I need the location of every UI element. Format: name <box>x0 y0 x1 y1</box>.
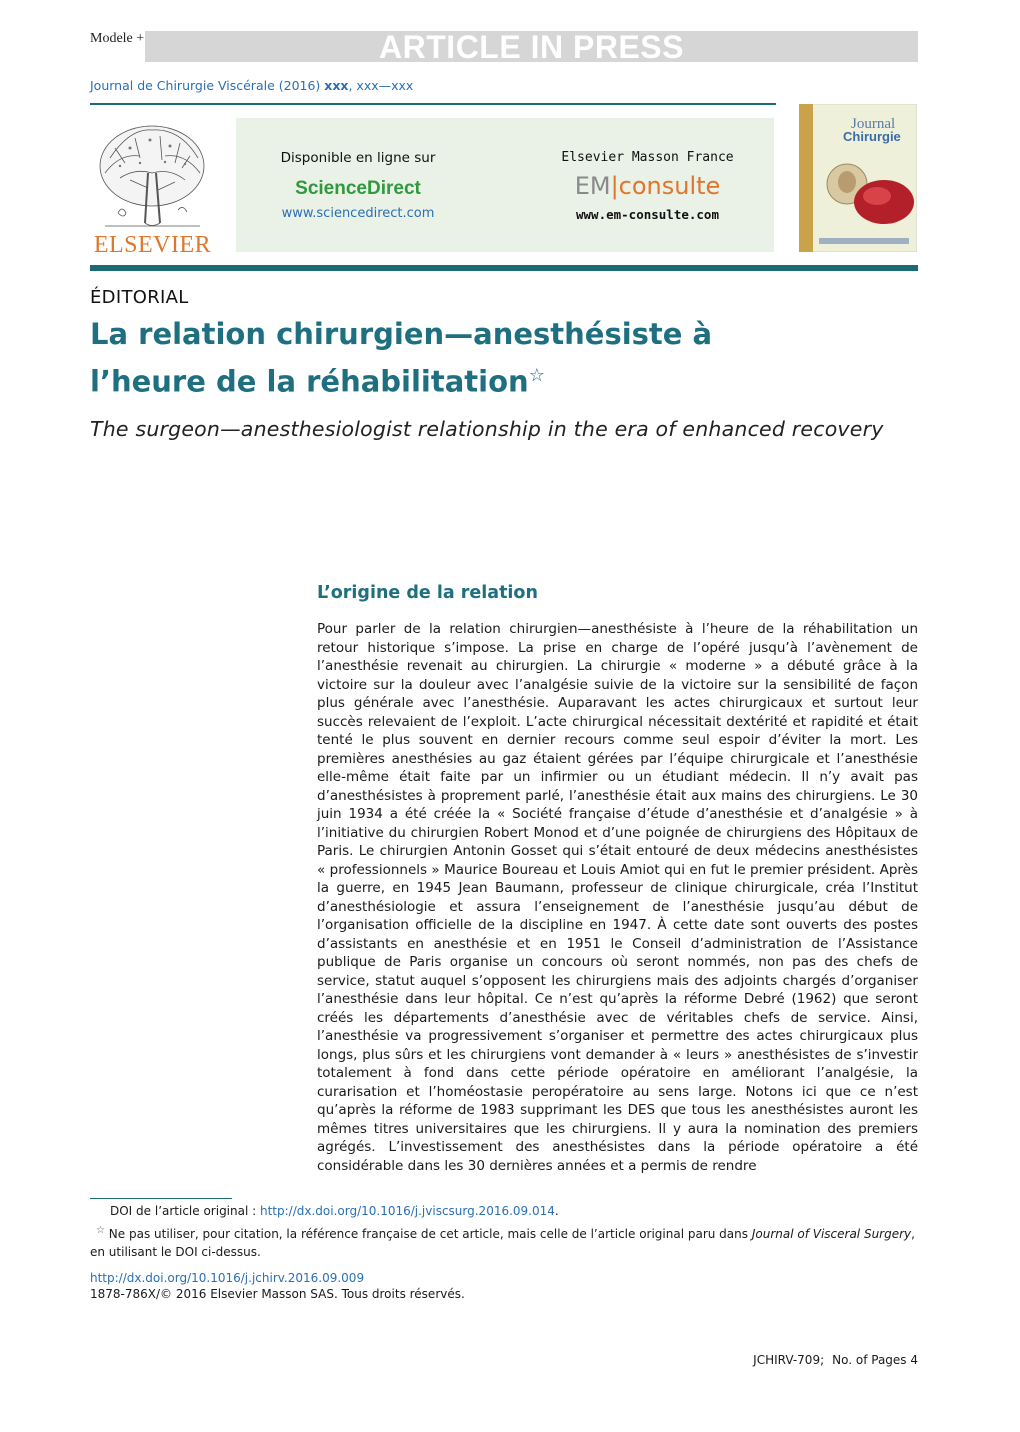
footnote-doi-label: DOI de l’article original : <box>110 1204 260 1218</box>
journal-reference[interactable] <box>90 78 413 93</box>
article-in-press-label: ARTICLE IN PRESS <box>379 29 684 65</box>
footnote-journal-name: Journal of Visceral Surgery <box>751 1227 912 1241</box>
em-logo-separator: | <box>610 172 619 200</box>
article-title <box>90 314 870 403</box>
section-heading-origin: L’origine de la relation <box>317 583 538 603</box>
em-logo-consulte: consulte <box>618 172 721 200</box>
page-count: No. of Pages 4 <box>832 1353 918 1367</box>
footnote-doi-end: . <box>554 1204 559 1218</box>
footnote-citation-note <box>90 1222 918 1261</box>
journal-ref-volume: xxx <box>324 78 349 93</box>
footnote-doi-original <box>110 1204 559 1218</box>
header-divider <box>90 103 776 105</box>
modele-label: Modele + <box>90 31 145 46</box>
footnote-star-icon: ☆ <box>96 1225 105 1236</box>
journal-cover-image[interactable] <box>799 104 917 252</box>
journal-ref-pages: , xxx—xxx <box>348 78 414 93</box>
elsevier-masson-label: Elsevier Masson France <box>561 150 734 165</box>
elsevier-wordmark: ELSEVIER <box>93 232 212 258</box>
title-line-2: l’heure de la réhabilitation <box>90 364 529 399</box>
footnote-note-text-1: Ne pas utiliser, pour citation, la référence française de cet article, mais celle de l’article original paru dans <box>108 1227 752 1241</box>
cover-title-chirurgie: Chirurgie <box>843 129 901 144</box>
footnote-divider <box>90 1198 232 1199</box>
sciencedirect-link[interactable]: www.sciencedirect.com <box>281 206 435 221</box>
title-footnote-star-icon[interactable]: ☆ <box>528 365 545 386</box>
sciencedirect-logo[interactable]: ScienceDirect <box>295 178 421 199</box>
title-line-1: La relation chirurgien—anesthésiste à <box>90 317 713 351</box>
body-paragraph: Pour parler de la relation chirurgien—anesthésiste à l’heure de la réhabilitation un retour historique s’impose. La prise en charge de l’opéré jusqu’à l’avènement de l’anesthésie revenait au chirurgien. La chirurgie « moderne » a débuté grâce à la victoire sur la douleur avec l’analgésie suivie de la victoire sur la sensibilité de façon plus générale avec l’anesthésie. Auparavant les actes chirurgicaux et surtout leur succès relevaient de l’exploit. L’acte chirurgical nécessitait dextérité et rapidité et était tenté le plus souvent en dernier recours comme seul espoir d’éviter la mort. Les premières anesthésies au gaz étaient gérées par l’équipe chirurgicale et l’anesthésie elle-même était faite par un infirmier ou un étudiant médecin. Il n’y avait pas d’anesthésistes à proprement parlé, l’anesthésie était aux mains des chirurgiens. Le 30 juin 1934 a été créée la « Société française d’étude d’anesthésie et d’analgésie » à l’initiative du chirurgien Robert Monod et d’une poignée de chirurgiens des Hôpitaux de Paris. Le chirurgien Antonin Gosset qui s’était entouré de deux médecins anesthésistes « professionnels » Maurice Boureau et Louis Amiot qui en fut le premier président. Après la guerre, en 1945 Jean Baumann, professeur de clinique chirurgicale, créa l’Institut d’anesthésiologie et assura l’enseignement de l’anesthésie jusqu’au début de l’organisation officielle de la discipline en 1947. À cette date sont ouverts des postes d’assistants en anesthésie et en 1951 le Conseil d’administration de l’Assistance publique de Paris organise un concours où seront nommés, non pas des chefs de service, statut auquel s’opposent les chirurgiens mais des adjoints chargés d’organiser l’anesthésie dans leur hôpital. Ce n’est qu’après la réforme Debré (1962) que seront créés les départements d’anesthésie avec de véritables chefs de service. Ainsi, l’anesthésie va progressivement s’organiser et permettre des actes chirurgicaux plus longs, plus sûrs et les chirurgiens vont demander à « leurs » anesthésistes de s’investir totalement à fond dans cette période opératoire en améliorant l’analgésie, la curarisation et l’homéostasie peropératoire au sens large. Notons ici que ce n’est qu’après la réforme de 1983 supprimant les DES que tous les anesthésistes auront les mêmes titres universitaires que les chirurgiens. Il y aura la nomination des premiers agrégés. L’investissement des anesthésistes dans la période opératoire a été considérable dans les 30 dernières années et a permis de rendre <box>317 621 918 1174</box>
article-doi-link[interactable]: http://dx.doi.org/10.1016/j.jchirv.2016.09.009 <box>90 1271 365 1285</box>
em-consulte-logo[interactable] <box>530 172 765 200</box>
header-thick-divider <box>90 265 918 271</box>
article-subtitle: The surgeon—anesthesiologist relationship in the era of enhanced recovery <box>90 417 884 441</box>
journal-ref-prefix: Journal de Chirurgie Viscérale (2016) <box>90 78 325 93</box>
copyright-notice: 1878-786X/© 2016 Elsevier Masson SAS. Tous droits réservés. <box>90 1287 465 1301</box>
available-online-label: Disponible en ligne sur <box>280 150 436 166</box>
footnote-note-text-2: , en utilisant le DOI ci-dessus. <box>90 1227 915 1259</box>
em-consulte-link[interactable]: www.em-consulte.com <box>576 207 719 222</box>
section-label: ÉDITORIAL <box>90 287 189 308</box>
footnote-doi-original-link[interactable]: http://dx.doi.org/10.1016/j.jviscsurg.2016.09.014 <box>259 1204 555 1218</box>
page-info <box>720 1353 918 1367</box>
cover-title-journal: Journal <box>851 116 896 132</box>
article-code: JCHIRV-709; <box>753 1353 825 1367</box>
em-logo-em: EM <box>574 172 611 200</box>
